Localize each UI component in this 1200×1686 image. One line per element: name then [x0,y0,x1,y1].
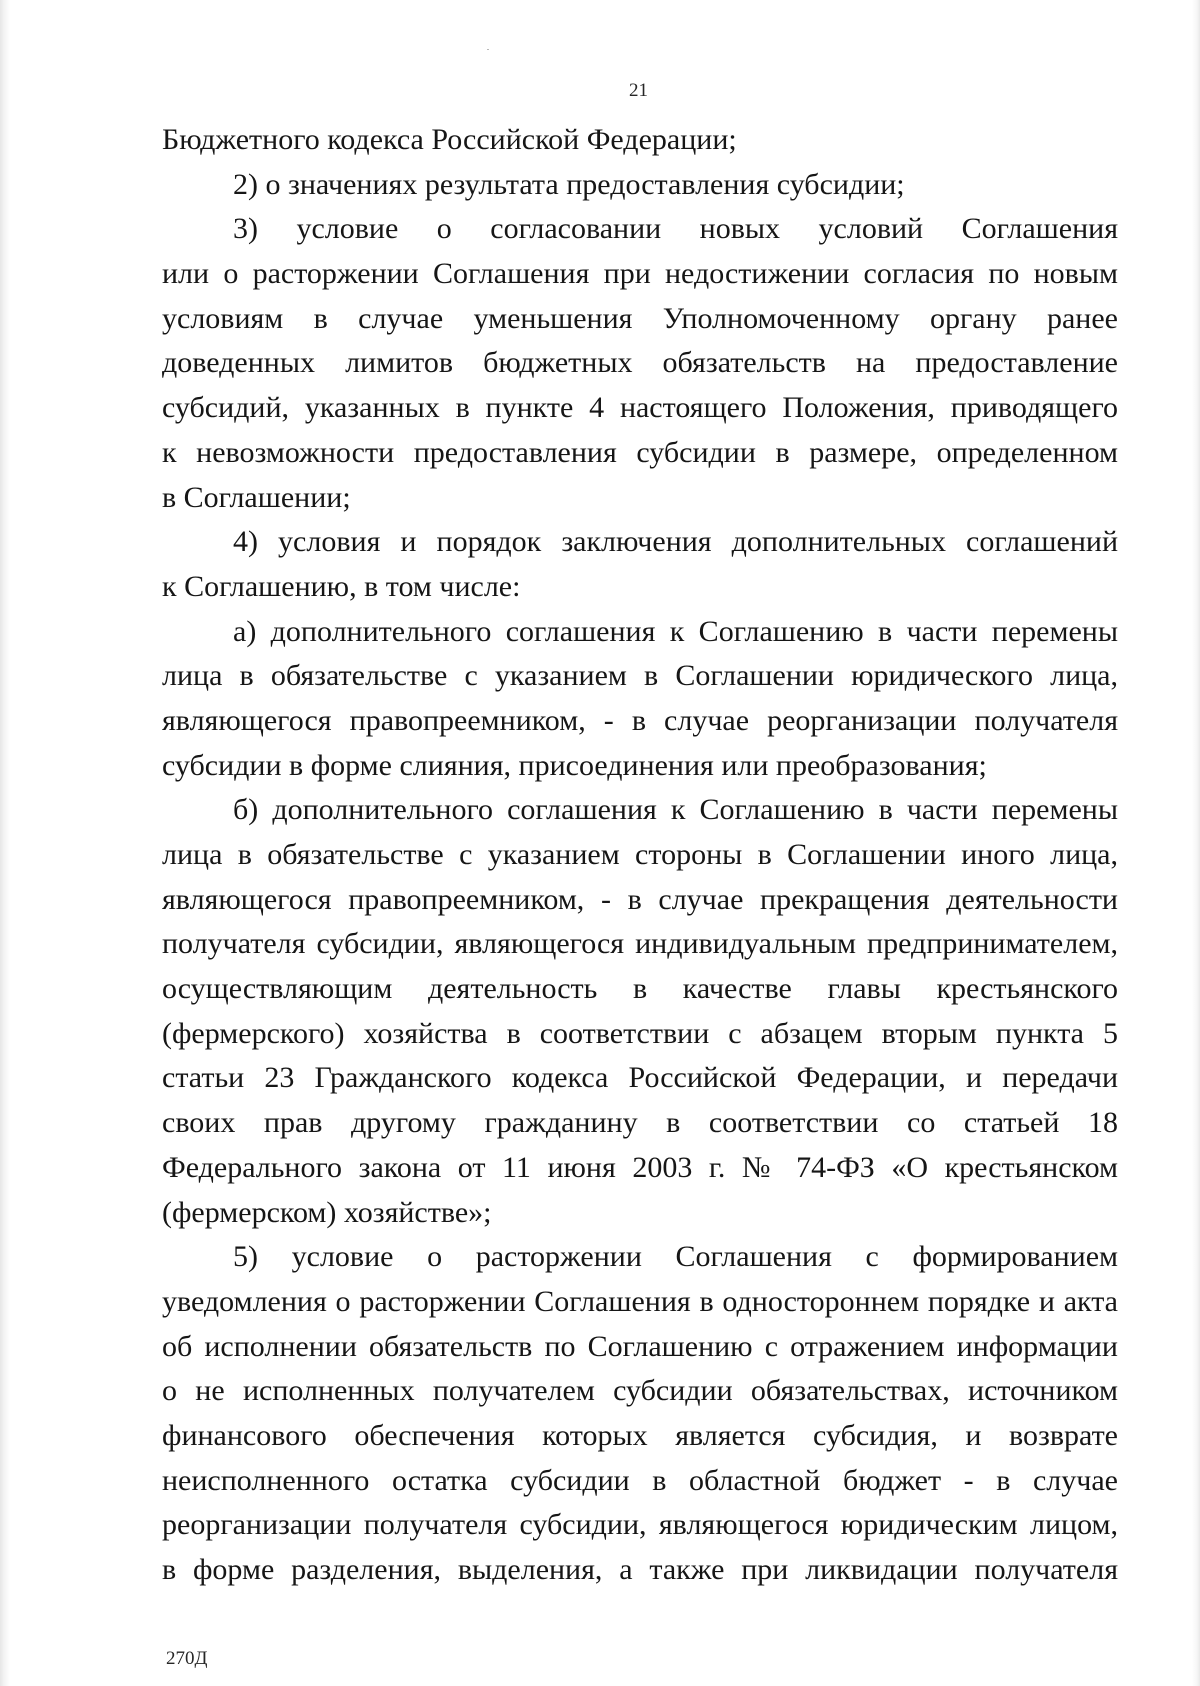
text-line: доведенных лимитов бюджетных обязательств на предоставление [162,346,1118,380]
text-line: реорганизации получателя субсидии, являющегося юридическим лицом, [162,1508,1118,1542]
text-line: б) дополнительного соглашения к Соглашению в части перемены [233,793,1118,827]
text-line: финансового обеспечения которых является субсидия, и возврате [162,1418,1118,1452]
text-line: к Соглашению, в том числе: [162,569,521,603]
page-number: 21 [629,80,648,101]
text-line: субсидии в форме слияния, присоединения или преобразования; [162,748,987,782]
text-line: своих прав другому гражданину в соответствии со статьей 18 [162,1106,1118,1140]
document-body [162,118,1118,1593]
text-line: получателя субсидии, являющегося индивидуальным предпринимателем, [162,927,1118,961]
scan-edge-left [0,0,10,1686]
text-line: Федерального закона от 11 июня 2003 г. № 74-ФЗ «О крестьянском [162,1150,1118,1184]
text-line: 4) условия и порядок заключения дополнительных соглашений [233,525,1118,559]
text-line: лица в обязательстве с указанием в Соглашении юридического лица, [162,659,1118,693]
text-line: осуществляющим деятельность в качестве главы крестьянского [162,972,1118,1006]
text-line: субсидий, указанных в пункте 4 настоящего Положения, приводящего [162,391,1118,425]
text-line: или о расторжении Соглашения при недостижении согласия по новым [162,257,1118,291]
text-line: 5) условие о расторжении Соглашения с формированием [233,1240,1118,1274]
text-line: неисполненного остатка субсидии в областной бюджет - в случае [162,1463,1118,1497]
text-line: в форме разделения, выделения, а также при ликвидации получателя [162,1553,1118,1586]
text-line: являющегося правопреемником, - в случае прекращения деятельности [162,882,1118,916]
text-line: статьи 23 Гражданского кодекса Российской Федерации, и передачи [162,1061,1118,1095]
text-line: лица в обязательстве с указанием стороны в Соглашении иного лица, [162,838,1118,871]
text-line: являющегося правопреемником, - в случае реорганизации получателя [162,703,1118,737]
text-line: Бюджетного кодекса Российской Федерации; [162,123,737,156]
text-line: (фермерского) хозяйства в соответствии с абзацем вторым пункта 5 [162,1016,1118,1050]
text-line: к невозможности предоставления субсидии в размере, определенном [162,435,1118,469]
text-line: уведомления о расторжении Соглашения в одностороннем порядке и акта [162,1284,1118,1318]
scan-edge-right [1192,0,1200,1686]
text-line: условиям в случае уменьшения Уполномоченному органу ранее [162,301,1118,335]
text-line: а) дополнительного соглашения к Соглашению в части перемены [233,614,1118,648]
text-line: 2) о значениях результата предоставления субсидии; [233,167,905,201]
document-code: 270Д [166,1648,208,1669]
text-line: о не исполненных получателем субсидии обязательствах, источником [162,1374,1118,1408]
text-line: 3) условие о согласовании новых условий Соглашения [233,212,1118,246]
text-line: об исполнении обязательств по Соглашению с отражением информации [162,1329,1118,1363]
scan-speck [487,49,489,50]
text-line: в Соглашении; [162,480,351,514]
text-line: (фермерском) хозяйстве»; [162,1195,492,1229]
